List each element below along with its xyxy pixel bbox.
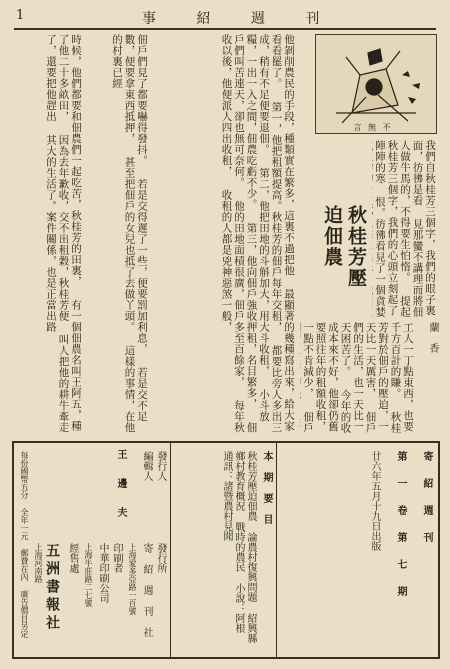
publication-date: 廿六年五月十九日出版	[369, 451, 380, 551]
contents-item: 紹興縣鄉村教育概況	[233, 451, 256, 643]
contents-item: 通訊：諸暨農村見聞	[221, 451, 232, 541]
issue-number: 第 一 卷 第 七 期	[395, 451, 406, 599]
body-line: 他的田地面積很廣，佃戶多至百餘家，	[233, 200, 245, 388]
body-line: 第三，他向佃戶強收押租，名目繁多，	[245, 222, 258, 410]
agent-label: 經售處	[67, 543, 78, 573]
body-line: 其大的生活了。案件關係，也是正當出路	[45, 134, 57, 333]
printer-name: 中華印刷公司	[97, 543, 108, 603]
colophon-box	[12, 441, 440, 659]
body-line: 若是交得遲了一些，便要罰加利息，	[136, 178, 148, 355]
body-line: 每年秋收以後，他便派人四出收租，	[220, 34, 245, 433]
body-line: 甚至把佃戶的女兒也抵了去做丫頭。	[123, 156, 136, 333]
illustration	[315, 34, 437, 134]
body-line: 恨。彷彿看見了一個貪婪	[374, 196, 386, 318]
body-line: 提起秋桂芳三個字，我們的心頭立刻起了陣陣的寒	[374, 140, 411, 318]
body-line: 佃戶們叫苦連天，卻也無可奈何。	[233, 34, 258, 433]
journal-name: 寄 紹 週 刊	[421, 451, 432, 545]
body-line: 佃戶	[302, 411, 314, 434]
body-line: 若是交不足數，便要拿東西抵押，	[123, 34, 148, 422]
body-line: 小斗放糧，一出一入之間，佃農吃虧不少。	[245, 34, 270, 422]
divider-right	[276, 443, 277, 657]
body-line: 要照往年的租額收租，一點不肯減少，	[302, 322, 327, 432]
body-line: 第一，他把租額提高。秋桂芳的佃戶每年交租，	[270, 101, 283, 333]
article-title: 秋桂芳壓迫佃農	[321, 205, 367, 289]
distributor-address: 上海愛多亞路一百號	[128, 543, 137, 615]
body-line: 工人一丁點東西，也要千方百計的賺。	[389, 322, 414, 432]
article-title-block	[298, 205, 368, 295]
agent-name: 五洲書報社	[44, 543, 60, 633]
body-line: 都要比旁人多出三成，稍有不足便要退佃。	[258, 34, 283, 433]
megaphone-illustration-icon	[316, 35, 436, 133]
body-line: 叫人把他的耕牛牽走了，還要把他趕出	[45, 34, 70, 433]
publisher-label: 發行人	[155, 451, 166, 481]
distributor-label: 發行所	[155, 543, 166, 573]
contents-label: 本 期 要 目	[261, 451, 272, 524]
body-line: 收租的人都是兇神惡煞一般，	[220, 189, 233, 333]
body-line: 今年的收成本來不好，他卻仍舊	[327, 322, 352, 434]
article-body-right-top	[372, 140, 436, 320]
masthead-title: 事 紹 週 刊	[142, 11, 338, 27]
body-line: 有一個佃農名叫王阿五，種了他二十多畝田，	[57, 34, 82, 432]
distributor-name: 寄 紹 週 刊 社	[141, 543, 152, 637]
publisher-name: 王 邊 夫	[115, 449, 126, 521]
body-line: 見那蠻不講理而將佃人做牛馬的，不得要生怕惰。	[399, 140, 424, 318]
page-header	[14, 6, 436, 30]
agent-address: 上海河南路	[34, 543, 43, 583]
article-body-middle	[150, 34, 295, 434]
body-line: 最顯著的幾種寫出來，給大家看看罷了。	[270, 34, 295, 432]
article-author: 蘭 香	[427, 322, 438, 353]
article-body-left	[14, 34, 82, 434]
body-line: 時候，他們都要和佃農們一起吃苦，秋桂芳的田裏，	[70, 34, 82, 287]
contents-item: 論農村復興問題	[245, 532, 256, 602]
article-body-right-bottom	[300, 322, 414, 434]
body-line: 這樣的事情，在他的村裏已經	[111, 34, 136, 433]
printer-address: 上海牛莊路二七號	[84, 543, 93, 607]
body-line: 第二，他把田地的斗斛加大，用大斗收租，	[258, 167, 270, 377]
divider-left	[170, 443, 171, 657]
page-number: 1	[16, 8, 25, 23]
body-line: 他剝削農民的手段，種類實在繁多，這裏不過把他	[283, 34, 295, 276]
illustration-caption: 言 無 不	[353, 123, 393, 132]
body-line: 我們自秋桂芳三個字，我們的眼子裏面，彷彿是看	[411, 140, 436, 316]
editor-label: 編輯人	[141, 451, 152, 481]
body-line: 因為去年歉收，交不出租穀，秋桂芳便	[57, 134, 70, 322]
contents-item: 戰時的農民	[233, 522, 244, 572]
printer-label: 印刷者	[111, 543, 122, 573]
body-line: 佃戶們的生活，也一天比一天困苦了。	[339, 322, 377, 434]
contents-item: 秋桂芳壓迫佃農	[245, 451, 256, 521]
body-line: 佃戶們見了都要嚇得發抖。	[136, 34, 148, 166]
contents-item: 小說：阿根	[233, 583, 244, 633]
contents-list	[174, 451, 256, 651]
article-body-middle-left	[84, 34, 148, 434]
price-note: 每份國幣五分 全年一元 郵費在內 廣告價目另定	[20, 451, 29, 638]
body-line: 秋桂芳對於佃戶的壓迫，一天比一天厲害，	[364, 322, 402, 434]
